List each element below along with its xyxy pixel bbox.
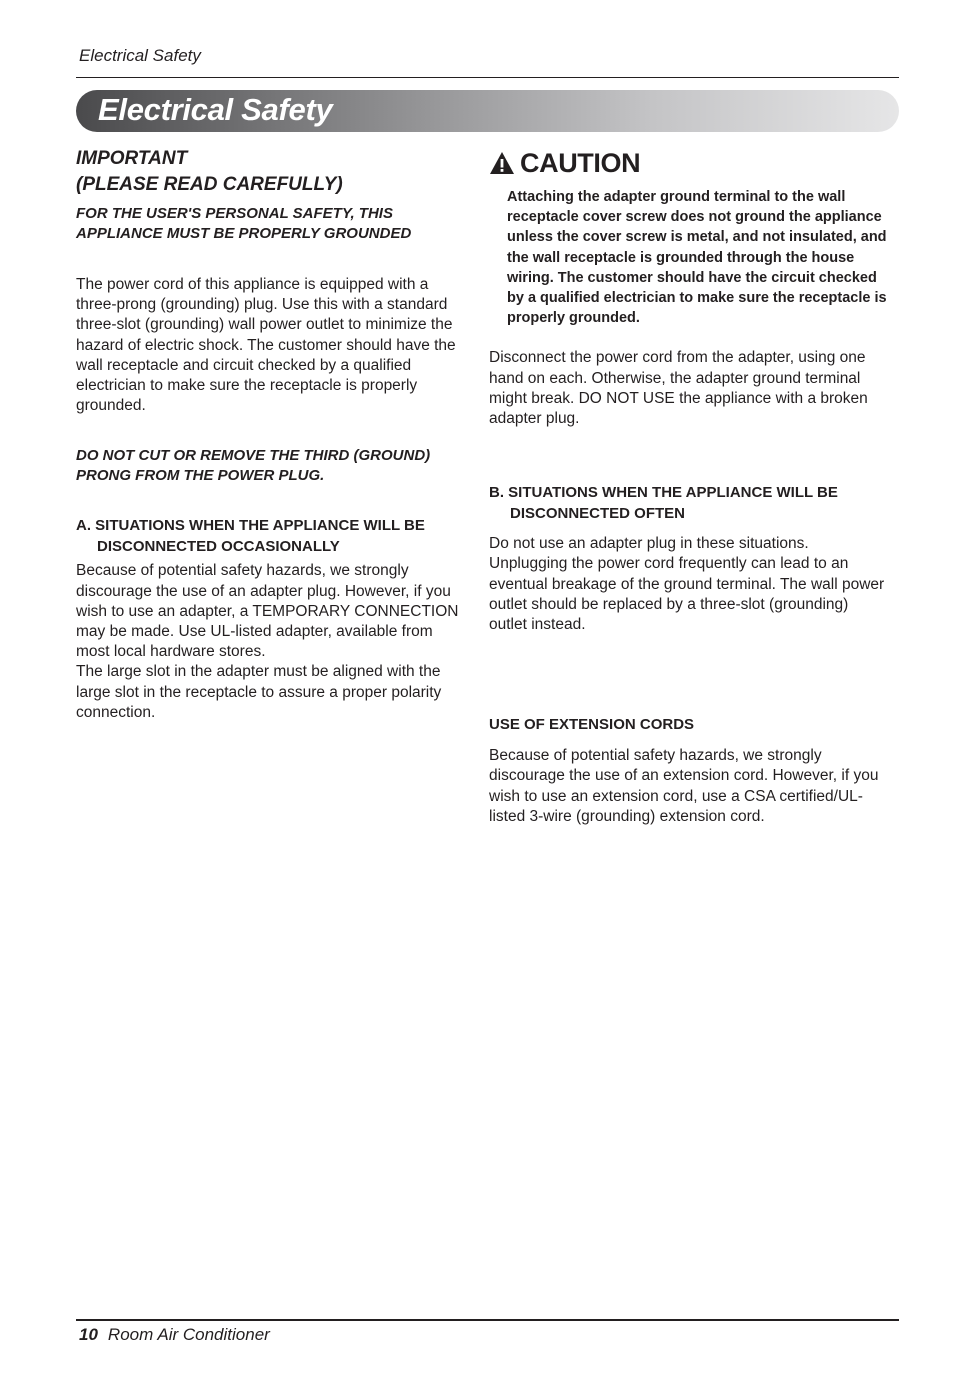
section-b-paragraph: Do not use an adapter plug in these situations. Unplugging the power cord frequently can lead to an eventual breakage of the ground terminal. The wall power outlet should be replaced by a three-slot (grounding) outlet instead.	[489, 535, 885, 634]
caution-text: Attaching the adapter ground terminal to the wall receptacle cover screw does not ground the appliance unless the cover screw is metal, and not insulated, and the wall receptacle is grounded through the house wiring. The customer should have the circuit checked by a qualified electrician to make sure the receptacle is properly grounded.	[507, 189, 887, 327]
warning-triangle-icon	[489, 151, 515, 175]
running-header: Electrical Safety	[79, 46, 201, 65]
page-footer	[79, 1325, 270, 1345]
section-title-bar	[76, 90, 899, 132]
disconnect-paragraph: Disconnect the power cord from the adapter, using one hand on each. Otherwise, the adapter ground terminal might break. DO NOT USE the appliance with a broken adapter plug.	[489, 349, 868, 428]
section-title: Electrical Safety	[98, 92, 333, 127]
section-a-heading: A. SITUATIONS WHEN THE APPLIANCE WILL BE DISCONNECTED OCCASIONALLY	[76, 517, 425, 555]
caution-heading	[489, 146, 889, 180]
page-number: 10	[79, 1325, 98, 1344]
section-a-paragraph-2: The large slot in the adapter must be aligned with the large slot in the receptacle to assure a proper polarity connection.	[76, 663, 442, 721]
important-line-2: (PLEASE READ CAREFULLY)	[76, 174, 343, 195]
left-column	[76, 146, 468, 723]
grounding-notice: FOR THE USER'S PERSONAL SAFETY, THIS APPLIANCE MUST BE PROPERLY GROUNDED	[76, 205, 412, 242]
caution-label: CAUTION	[520, 147, 641, 178]
product-name: Room Air Conditioner	[107, 1325, 270, 1344]
extension-cords-paragraph: Because of potential safety hazards, we strongly discourage the use of an extension cord. However, if you wish to use an extension cord, use a CSA certified/UL-listed 3-wire (grounding) extension cord.	[489, 747, 879, 825]
section-b-heading: B. SITUATIONS WHEN THE APPLIANCE WILL BE DISCONNECTED OFTEN	[489, 484, 838, 522]
extension-cords-heading: USE OF EXTENSION CORDS	[489, 716, 695, 734]
section-a-paragraph-1: Because of potential safety hazards, we strongly discourage the use of an adapter plug. However, if you wish to use an adapter, a TEMPORARY CONNECTION may be made. Use UL-listed adapter, available from most local hardware stores.	[76, 562, 459, 661]
important-heading	[76, 146, 468, 198]
right-column	[489, 146, 889, 827]
important-line-1: IMPORTANT	[76, 148, 188, 169]
prong-warning: DO NOT CUT OR REMOVE THE THIRD (GROUND) PRONG FROM THE POWER PLUG.	[76, 447, 431, 485]
header-rule	[76, 77, 899, 78]
intro-paragraph: The power cord of this appliance is equipped with a three-prong (grounding) plug. Use this with a standard three-slot (grounding) wall power outlet to minimize the hazard of electric shock. The customer should have the wall receptacle and circuit checked by a qualified electrician to make sure the receptacle is properly grounded.	[76, 276, 456, 415]
footer-rule	[76, 1319, 899, 1321]
